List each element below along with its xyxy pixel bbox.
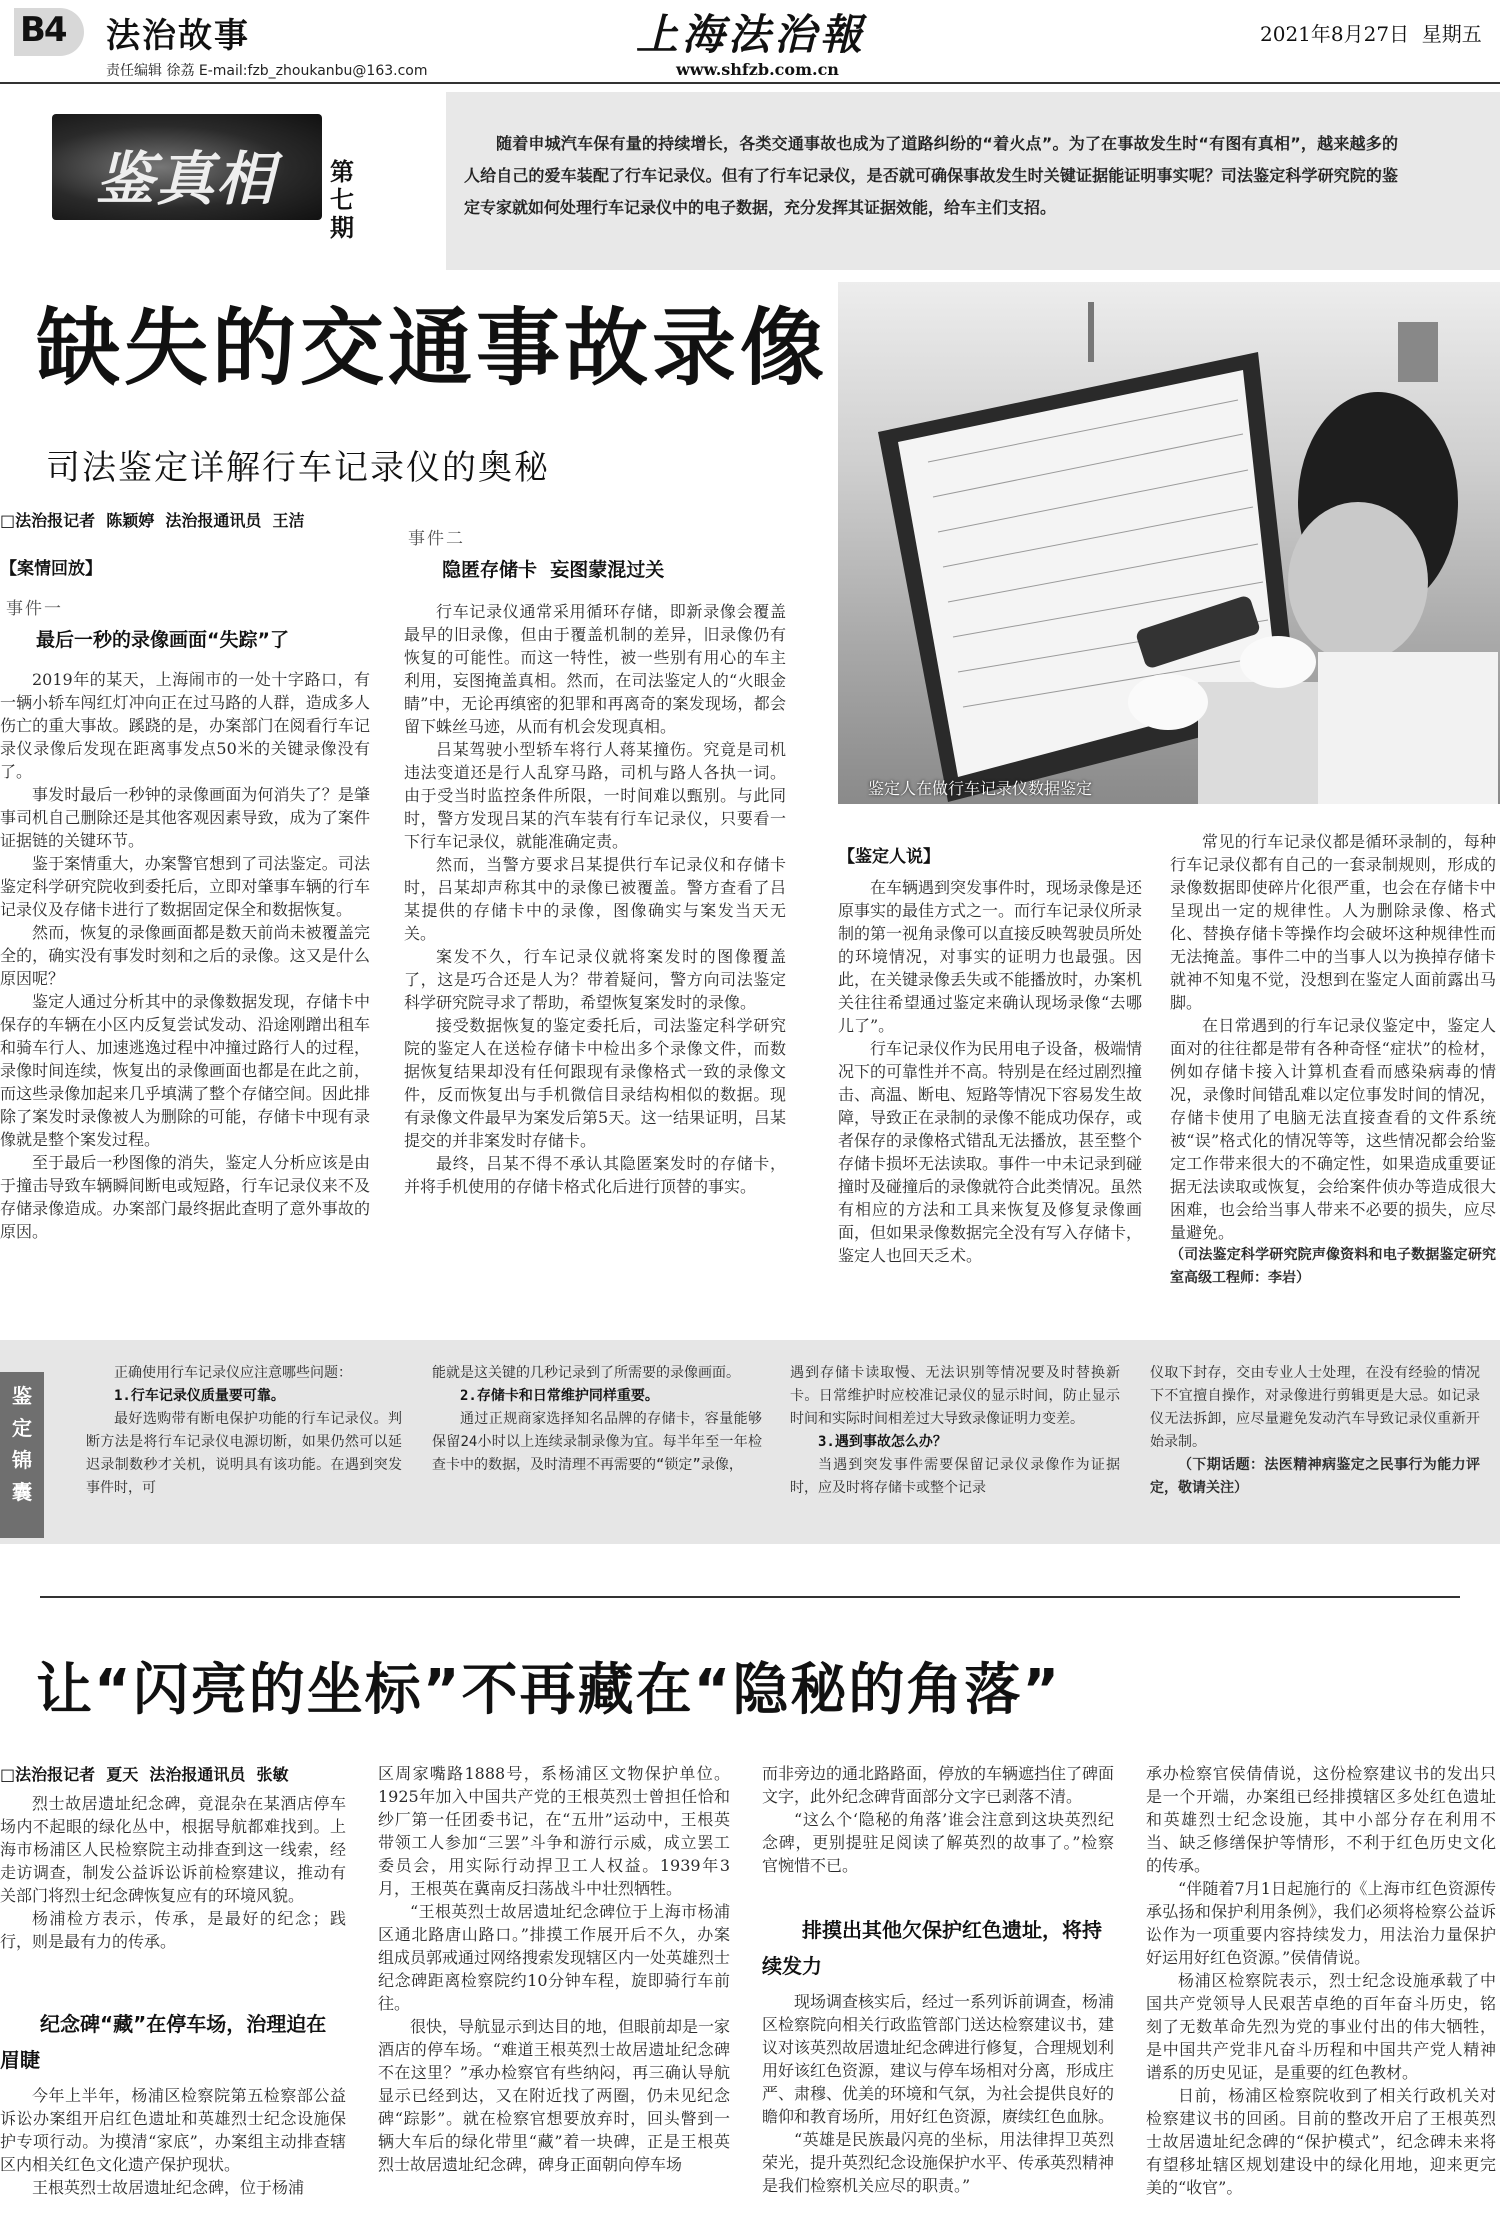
article1-byline: □法治报记者 陈颖婷 法治报通讯员 王洁 [0,511,305,530]
article2-col4 [1146,1762,1496,2199]
article2-col1b [0,2084,346,2199]
intro-text: 随着申城汽车保有量的持续增长，各类交通事故也成为了道路纠纷的“着火点”。为了在事故发生时“有图有真相”，越来越多的人给自己的爱车装配了行车记录仪。但有了行车记录仪，是否就可确保事故发生时关键证据能证明事实呢？司法鉴定科学研究院的鉴定专家就如何处理行车记录仪中的电子数据，充分发挥其证据效能，给车主们支招。 [464,134,1398,217]
tips-line: 通过正规商家选择知名品牌的存储卡，容量能够保留24小时以上连续录制录像为宜。每半年至一年检查卡中的数据，及时清理不再需要的“锁定”录像， [432,1411,762,1473]
case1-para: 事发时最后一秒钟的录像画面为何消失了？是肇事司机自己删除还是其他客观因素导致，成为了案件证据链的关键环节。 [0,785,370,850]
tips-line: 1.行车记录仪质量要可靠。 [114,1388,285,1404]
expert-body-a [838,876,1142,1267]
article2-col2 [378,1762,730,2176]
case1-para: 2019年的某天，上海闹市的一处十字路口，有一辆小轿车闯红灯冲向正在过马路的人群，造成多人伤亡的重大事故。蹊跷的是，办案部门在阅看行车记录仪录像后发现在距离事发点50米的关键录像没有了。 [0,670,370,781]
tips-col3 [790,1362,1120,1500]
case2-body [404,600,786,1198]
tips-col4 [1150,1362,1480,1500]
article1-subtitle: 司法鉴定详解行车记录仪的奥秘 [46,448,550,488]
article2-para: “王根英烈士故居遗址纪念碑位于上海市杨浦区通北路唐山路口。”排摸工作展开后不久，办案组成员郭戒通过网络搜索发现辖区内一处英雄烈士纪念碑距离检察院约10分钟车程，旋即骑行车前往。 [378,1902,731,2013]
case1-body [0,668,370,1243]
tips-line: 2.存储卡和日常维护同样重要。 [460,1388,659,1404]
photo-caption: 鉴定人在做行车记录仪数据鉴定 [868,779,1093,798]
case1-number: 事件一 [6,599,63,619]
column-issue: 第七期 [330,157,354,242]
article2-para: 王根英烈士故居遗址纪念碑，位于杨浦 [32,2178,305,2197]
article2-byline: □法治报记者 夏天 法治报通讯员 张敏 [0,1765,289,1784]
column-logo [52,114,322,220]
tips-col1 [86,1362,402,1500]
case2-para: 接受数据恢复的鉴定委托后，司法鉴定科学研究院的鉴定人在送检存储卡中检出多个录像文件，而数据恢复结果却没有任何跟现有录像格式一致的录像文件，反而恢复出与手机微信目录结构相似的数据。现有录像文件最早为案发后第5天。这一结果证明，吕某提交的并非案发时存储卡。 [404,1016,786,1150]
article2-col3 [762,1762,1114,1877]
article2-subhead1: 纪念碑“藏”在停车场，治理迫在眉睫 [0,2012,327,2072]
case1-para: 然而，恢复的录像画面都是数天前尚未被覆盖完全的，确实没有事发时刻和之后的录像。这又是什么原因呢？ [0,923,370,988]
case2-para: 然而，当警方要求吕某提供行车记录仪和存储卡时，吕某却声称其中的录像已被覆盖。警方查看了吕某提供的存储卡中的录像，图像确实与案发当天无关。 [404,855,786,943]
paper-url[interactable]: www.shfzb.com.cn [676,60,839,79]
case1-para: 鉴定人通过分析其中的录像数据发现，存储卡中保存的车辆在小区内反复尝试发动、沿途刚蹭出租车和骑车行人、加速逃逸过程中冲撞过路行人的过程，录像时间连续，恢复出的录像画面也都是在此之前，而这些录像加起来几乎填满了整个存储空间。因此排除了案发时录像被人为删除的可能，存储卡中现有录像就是整个案发过程。 [0,992,370,1149]
expert-body-b [1170,830,1496,1290]
article2-para: “英雄是民族最闪亮的坐标，用法律捍卫英烈荣光，提升英烈纪念设施保护水平、传承英烈精神是我们检察机关应尽的职责。” [762,2130,1115,2195]
article2-para: 区周家嘴路1888号，系杨浦区文物保护单位。1925年加入中国共产党的王根英烈士曾担任恰和纱厂第一任团委书记，在“五卅”运动中，王根英带领工人参加“三罢”斗争和游行示威，成立罢工委员会，用实际行动捍卫工人权益。1939年3月，王根英在冀南反扫荡战斗中壮烈牺牲。 [378,1764,730,1898]
article2-title: 让“闪亮的坐标”不再藏在“隐秘的角落” [36,1658,1062,1723]
expert-para: 常见的行车记录仪都是循环录制的，每种行车记录仪都有自己的一套录制规则，形成的录像数据即使碎片化很严重，也会在存储卡中呈现出一定的规律性。人为删除录像、格式化、替换存储卡等操作均会破坏这种规律性而无法掩盖。事件二中的当事人以为换掉存储卡就神不知鬼不觉，没想到在鉴定人面前露出马脚。 [1170,832,1496,1012]
case1-para: 至于最后一秒图像的消失，鉴定人分析应该是由于撞击导致车辆瞬间断电或短路，行车记录仪来不及存储录像造成。办案部门最终据此查明了意外事故的原因。 [0,1153,370,1241]
case1-para: 鉴于案情重大，办案警官想到了司法鉴定。司法鉴定科学研究院收到委托后，立即对肇事车辆的行车记录仪及存储卡进行了数据固定保全和数据恢复。 [0,854,370,919]
article2-para: 而非旁边的通北路路面，停放的车辆遮挡住了碑面文字，此外纪念碑背面部分文字已剥落不清。 [762,1764,1115,1806]
expert-para: 行车记录仪作为民用电子设备，极端情况下的可靠性并不高。特别是在经过剧烈撞击、高温、断电、短路等情况下容易发生故障，导致正在录制的录像不能成功保存，或者保存的录像格式错乱无法播放，甚至整个存储卡损坏无法读取。事件一中未记录到碰撞时及碰撞后的录像就符合此类情况。虽然有相应的方法和工具来恢复及修复录像画面，但如果录像数据完全没有写入存储卡，鉴定人也回天乏术。 [838,1039,1143,1265]
lab-scene-illustration [838,282,1500,804]
article2-para: 日前，杨浦区检察院收到了相关行政机关对检察建议书的回函。目前的整改开启了王根英烈士故居遗址纪念碑的“保护模式”，纪念碑未来将有望移址辖区规划建设中的绿化用地，迎来更完美的“收官”。 [1146,2086,1496,2197]
article2-para: 今年上半年，杨浦区检察院第五检察部公益诉讼办案组开启红色遗址和英雄烈士纪念设施保护专项行动。为摸清“家底”，办案组主动排查辖区内相关红色文化遗产保护现状。 [0,2086,346,2174]
page-number: B4 [20,10,66,50]
tips-line: 最好选购带有断电保护功能的行车记录仪。判断方法是将行车记录仪电源切断，如果仍然可以延迟录制数秒才关机，说明具有该功能。在遇到突发事件时，可 [86,1411,402,1496]
case2-title: 隐匿存储卡 妄图蒙混过关 [442,559,665,581]
article2-para: 杨浦检方表示，传承，是最好的纪念；践行，则是最有力的传承。 [0,1909,346,1951]
section-title: 法治故事 [106,16,250,56]
expert-says-tag: 【鉴定人说】 [838,847,940,867]
editor-line: 责任编辑 徐荔 E-mail:fzb_zhoukanbu@163.com [106,63,428,79]
tips-line: 仪取下封存，交由专业人士处理，在没有经验的情况下不宜擅自操作，对录像进行剪辑更是大忌。如记录仪无法拆卸，应尽量避免发动汽车导致记录仪重新开始录制。 [1150,1365,1480,1450]
article2-para: 现场调查核实后，经过一系列诉前调查，杨浦区检察院向相关行政监管部门送达检察建议书，建议对该英烈故居遗址纪念碑进行修复，合理规划利用好该红色资源，建议与停车场相对分离，形成庄严、肃穆、优美的环境和气氛，为社会提供良好的瞻仰和教育场所，用好红色资源，赓续红色血脉。 [762,1992,1115,2126]
tips-line: （下期话题：法医精神病鉴定之民事行为能力评定，敬请关注） [1150,1457,1480,1496]
case2-para: 吕某驾驶小型轿车将行人蒋某撞伤。究竟是司机违法变道还是行人乱穿马路，司机与路人各执一词。由于受当时监控条件所限，一时间难以甄别。与此同时，警方发现吕某的汽车装有行车记录仪，只要看一下行车记录仪，就能准确定责。 [404,740,786,851]
article2-para: 烈士故居遗址纪念碑，竟混杂在某酒店停车场内不起眼的绿化丛中，根据导航都难找到。上海市杨浦区人民检察院主动排查到这一线索，经走访调查，制发公益诉讼诉前检察建议，推动有关部门将烈士纪念碑恢复应有的环境风貌。 [0,1794,346,1905]
expert-signature: （司法鉴定科学研究院声像资料和电子数据鉴定研究室高级工程师：李岩） [1170,1247,1496,1286]
article2-col1 [0,1792,346,1953]
article2-col3b [762,1990,1114,2197]
article2-para: “伴随着7月1日起施行的《上海市红色资源传承弘扬和保护利用条例》，我们必须将检察公益诉讼作为一项重要内容持续发力，用法治力量保护好运用好红色资源。”侯倩倩说。 [1146,1879,1496,1967]
article2-subhead2: 排摸出其他欠保护红色遗址，将持续发力 [762,1918,1102,1978]
case2-para: 最终，吕某不得不承认其隐匿案发时的存储卡，并将手机使用的存储卡格式化后进行顶替的事实。 [404,1154,786,1196]
article1-photo [838,282,1500,804]
case2-para: 案发不久，行车记录仪就将案发时的图像覆盖了，这是巧合还是人为？带着疑问，警方向司法鉴定科学研究院寻求了帮助，希望恢复案发时的录像。 [404,947,786,1012]
tips-line: 当遇到突发事件需要保留记录仪录像作为证据时，应及时将存储卡或整个记录 [790,1457,1120,1496]
article2-para: 承办检察官侯倩倩说，这份检察建议书的发出只是一个开端，办案组已经排摸辖区多处红色遗址和英雄烈士纪念设施，其中小部分存在利用不当、缺乏修缮保护等情形，不利于红色历史文化的传承。 [1146,1764,1496,1875]
tips-line: 3.遇到事故怎么办？ [818,1434,947,1450]
case2-number: 事件二 [408,529,465,549]
case2-para: 行车记录仪通常采用循环存储，即新录像会覆盖最早的旧录像，但由于覆盖机制的差异，旧录像仍有恢复的可能性。而这一特性，被一些别有用心的车主利用，妄图掩盖真相。然而，在司法鉴定人的“火眼金睛”中，无论再缜密的犯罪和再离奇的案发现场，都会留下蛛丝马迹，从而有机会发现真相。 [404,602,786,736]
article1-title: 缺失的交通事故录像 [36,299,829,397]
article2-para: 很快，导航显示到达目的地，但眼前却是一家酒店的停车场。“难道王根英烈士故居遗址纪念碑不在这里？”承办检察官有些纳闷，再三确认导航显示已经到达，又在附近找了两圈，仍未见纪念碑“踪影”。就在检察官想要放弃时，回头瞥到一辆大车后的绿化带里“藏”着一块碑，正是王根英烈士故居遗址纪念碑，碑身正面朝向停车场 [378,2017,731,2174]
paper-logo: 上海法治報 [636,10,867,59]
tips-col2 [432,1362,762,1477]
article2-para: “这么个‘隐秘的角落’谁会注意到这块英烈纪念碑，更别提驻足阅读了解英烈的故事了。”检察官惋惜不已。 [762,1810,1114,1875]
expert-para: 在日常遇到的行车记录仪鉴定中，鉴定人面对的往往都是带有各种奇怪“症状”的检材，例如存储卡接入计算机查看而感染病毒的情况，录像时间错乱难以定位事发时间的情况，存储卡使用了电脑无法直接查看的文件系统被“误”格式化的情况等等，这些情况都会给鉴定工作带来很大的不确定性，如果造成重要证据无法读取或恢复，会给案件侦办等造成很大困难，也会给当事人带来不必要的损失，应尽量避免。 [1170,1016,1496,1242]
tips-line: 遇到存储卡读取慢、无法识别等情况要及时替换新卡。日常维护时应校准记录仪的显示时间，防止显示时间和实际时间相差过大导致录像证明力变差。 [790,1365,1120,1427]
tips-label: 鉴定锦囊 [12,1384,32,1504]
issue-date: 2021年8月27日 星期五 [1260,22,1482,46]
case-review-tag: 【案情回放】 [0,559,102,579]
masthead [0,0,1500,82]
article2-para: 杨浦区检察院表示，烈士纪念设施承载了中国共产党领导人民艰苦卓绝的百年奋斗历史，铭刻了无数革命先烈为党的事业付出的伟大牺牲，是中国共产党非凡奋斗历程和中国共产党人精神谱系的历史见证，是重要的红色教材。 [1146,1971,1496,2082]
masthead-rule [0,82,1500,84]
tips-line: 能就是这关键的几秒记录到了所需要的录像画面。 [432,1365,740,1381]
column-logo-text: 鉴真相 [96,145,277,213]
section-divider [40,1596,1460,1598]
case1-title: 最后一秒的录像画面“失踪”了 [36,629,289,651]
tips-line: 正确使用行车记录仪应注意哪些问题： [114,1365,352,1381]
expert-para: 在车辆遇到突发事件时，现场录像是还原事实的最佳方式之一。而行车记录仪所录制的第一视角录像可以直接反映驾驶员所处的环境情况，对事实的证明力也最强。因此，在关键录像丢失或不能播放时，办案机关往往希望通过鉴定来确认现场录像“去哪儿了”。 [838,878,1143,1035]
